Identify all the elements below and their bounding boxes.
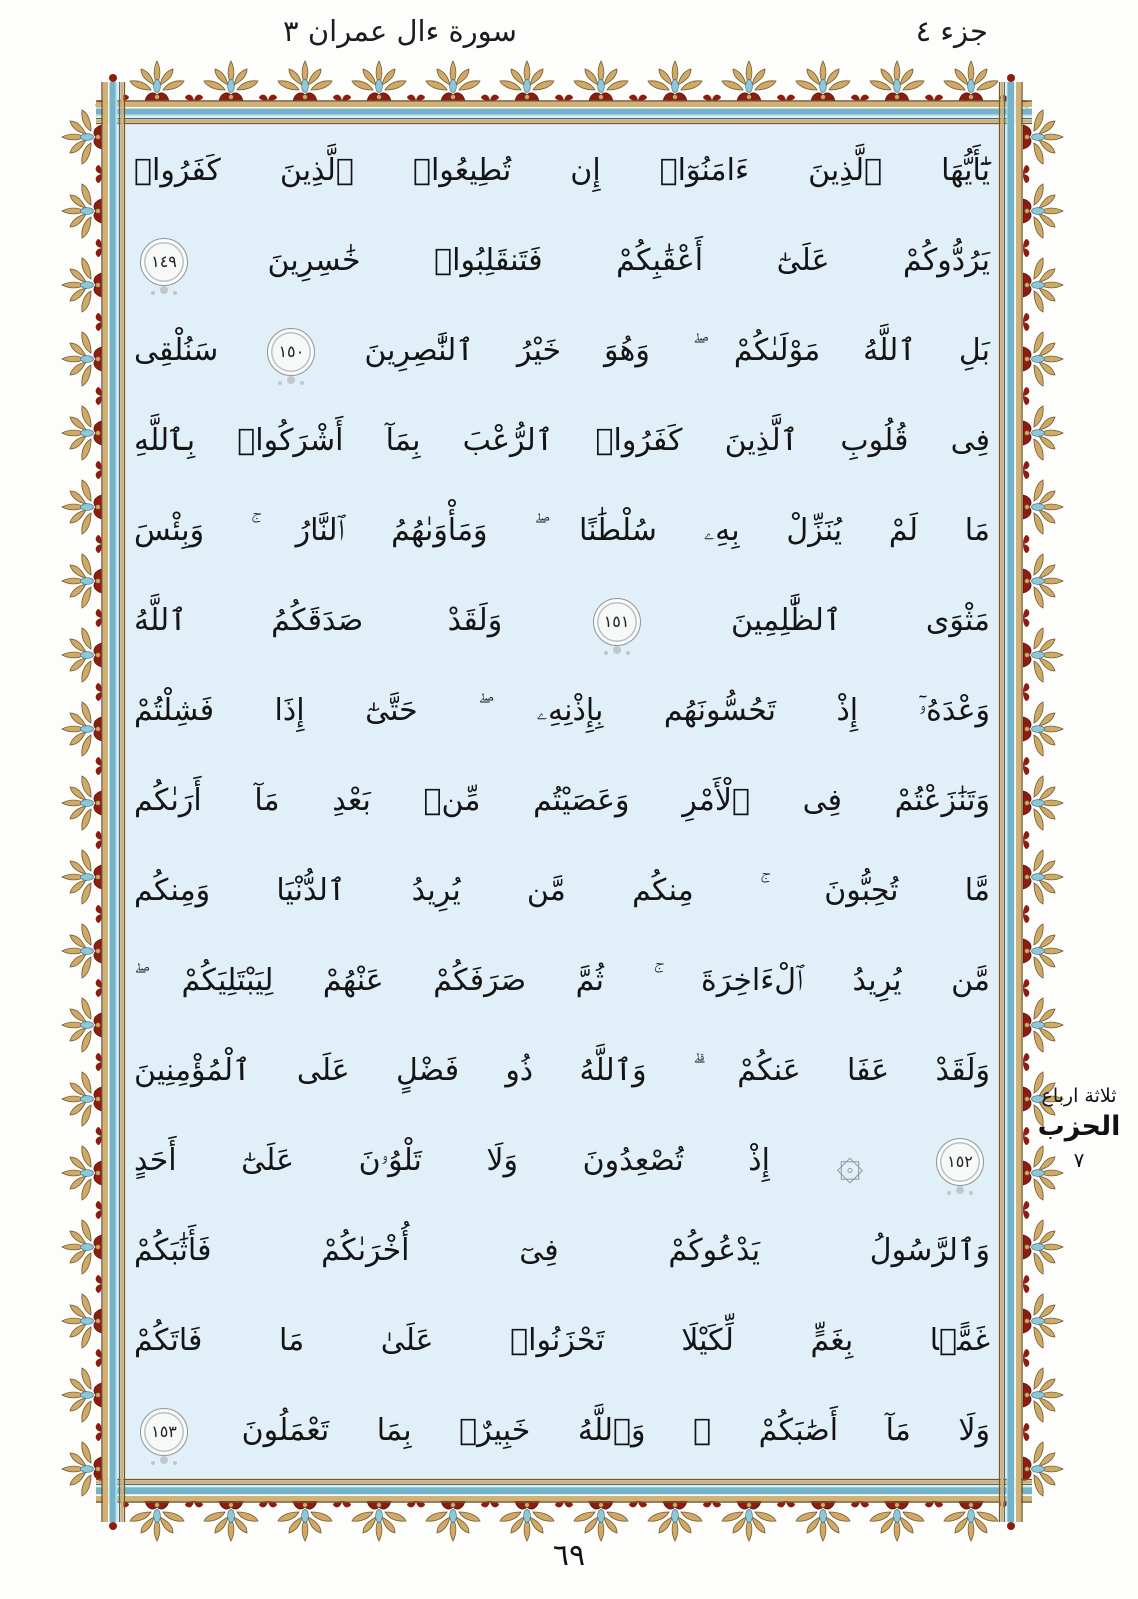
quran-line-text: وَلَا مَآ أَصَٰبَكُمْ ۗ وَٱللَّهُ خَبِيرٌۢ بِمَا تَعْمَلُونَ: [241, 1413, 990, 1448]
verse-number: ١٥٢: [947, 1152, 973, 1171]
verse-end-marker: [140, 238, 188, 286]
verse-end-marker: [936, 1138, 984, 1186]
hizb-fraction-label: ثلاثة ارباع: [1041, 1085, 1117, 1107]
quran-line: [126, 846, 998, 936]
quran-line-text: بَلِ ٱللَّهُ مَوْلَىٰكُمْ ۖ وَهُوَ خَيْرُ ٱلنَّٰصِرِينَ: [364, 333, 990, 368]
quran-line: [126, 1206, 998, 1296]
quran-line: [126, 1026, 998, 1116]
quran-line: [126, 936, 998, 1026]
verse-end-marker: [140, 1408, 188, 1456]
quran-line-text: وَعْدَهُۥٓ إِذْ تَحُسُّونَهُم بِإِذْنِهِۦ ۖ حَتَّىٰٓ إِذَا فَشِلْتُمْ: [134, 693, 990, 728]
quran-text-area: [126, 126, 998, 1476]
quran-line-text: مَثْوَى ٱلظَّٰلِمِينَ: [731, 603, 990, 638]
quran-line: [126, 576, 998, 666]
verse-number: ١٥١: [603, 612, 630, 631]
quran-line-text: مَّا تُحِبُّونَ ۚ مِنكُم مَّن يُرِيدُ ٱلدُّنْيَا وَمِنكُم: [134, 873, 990, 908]
quran-line-text: وَٱلرَّسُولُ يَدْعُوكُمْ فِىٓ أُخْرَىٰكُمْ فَأَثَٰبَكُمْ: [134, 1233, 990, 1268]
quran-line-text: يَٰٓأَيُّهَا ٱلَّذِينَ ءَامَنُوٓا۟ إِن تُطِيعُوا۟ ٱلَّذِينَ كَفَرُوا۟: [134, 153, 990, 188]
quran-line: [126, 396, 998, 486]
quran-line-text: يَرُدُّوكُمْ عَلَىٰٓ أَعْقَٰبِكُمْ فَتَنقَلِبُوا۟ خَٰسِرِينَ: [267, 243, 990, 278]
hizb-margin-note: [1024, 1085, 1134, 1172]
quran-line-text: مَّن يُرِيدُ ٱلْءَاخِرَةَ ۚ ثُمَّ صَرَفَكُمْ عَنْهُمْ لِيَبْتَلِيَكُمْ ۖ: [134, 963, 990, 998]
quran-line: [126, 666, 998, 756]
quran-line: [126, 486, 998, 576]
page-number: ٦٩: [552, 1538, 586, 1573]
quran-line-text: سَنُلْقِى: [134, 333, 219, 368]
verse-number: ١٥٣: [151, 1422, 177, 1441]
verse-end-marker: [267, 328, 315, 376]
verse-number: ١٤٩: [151, 252, 177, 271]
quran-line-text: وَتَنَٰزَعْتُمْ فِى ٱلْأَمْرِ وَعَصَيْتُم مِّنۢ بَعْدِ مَآ أَرَىٰكُم: [134, 783, 991, 818]
quran-line-text: غَمًّۢا بِغَمٍّ لِّكَيْلَا تَحْزَنُوا۟ عَلَىٰ مَا فَاتَكُمْ: [134, 1323, 990, 1358]
quran-line: [126, 126, 998, 216]
quran-line: [126, 216, 998, 306]
quran-line-text: وَلَقَدْ صَدَقَكُمُ ٱللَّهُ: [134, 603, 503, 638]
quran-line-text: فِى قُلُوبِ ٱلَّذِينَ كَفَرُوا۟ ٱلرُّعْبَ بِمَآ أَشْرَكُوا۟ بِٱللَّهِ: [134, 423, 990, 458]
hizb-number: ٧: [1073, 1148, 1085, 1172]
quran-line-text: وَلَقَدْ عَفَا عَنكُمْ ۗ وَٱللَّهُ ذُو فَضْلٍ عَلَى ٱلْمُؤْمِنِينَ: [134, 1053, 990, 1088]
quran-line: [126, 1296, 998, 1386]
quran-line: [126, 306, 998, 396]
quran-line: [126, 756, 998, 846]
quran-line: [126, 1116, 998, 1206]
quran-line: [126, 1386, 998, 1476]
quran-line-text: إِذْ تُصْعِدُونَ وَلَا تَلْوُۥنَ عَلَىٰٓ أَحَدٍ: [134, 1143, 770, 1178]
rub-el-hizb-icon: ۞: [836, 1134, 864, 1189]
verse-end-marker: [593, 598, 641, 646]
hizb-word-label: الحزب: [1037, 1111, 1121, 1142]
surah-title: سورة ءال عمران ٣: [283, 14, 517, 48]
verse-number: ١٥٠: [278, 342, 305, 361]
juz-label: جزء ٤: [915, 14, 988, 48]
quran-line-text: مَا لَمْ يُنَزِّلْ بِهِۦ سُلْطَٰنًا ۖ وَمَأْوَىٰهُمُ ٱلنَّارُ ۚ وَبِئْسَ: [134, 513, 990, 548]
